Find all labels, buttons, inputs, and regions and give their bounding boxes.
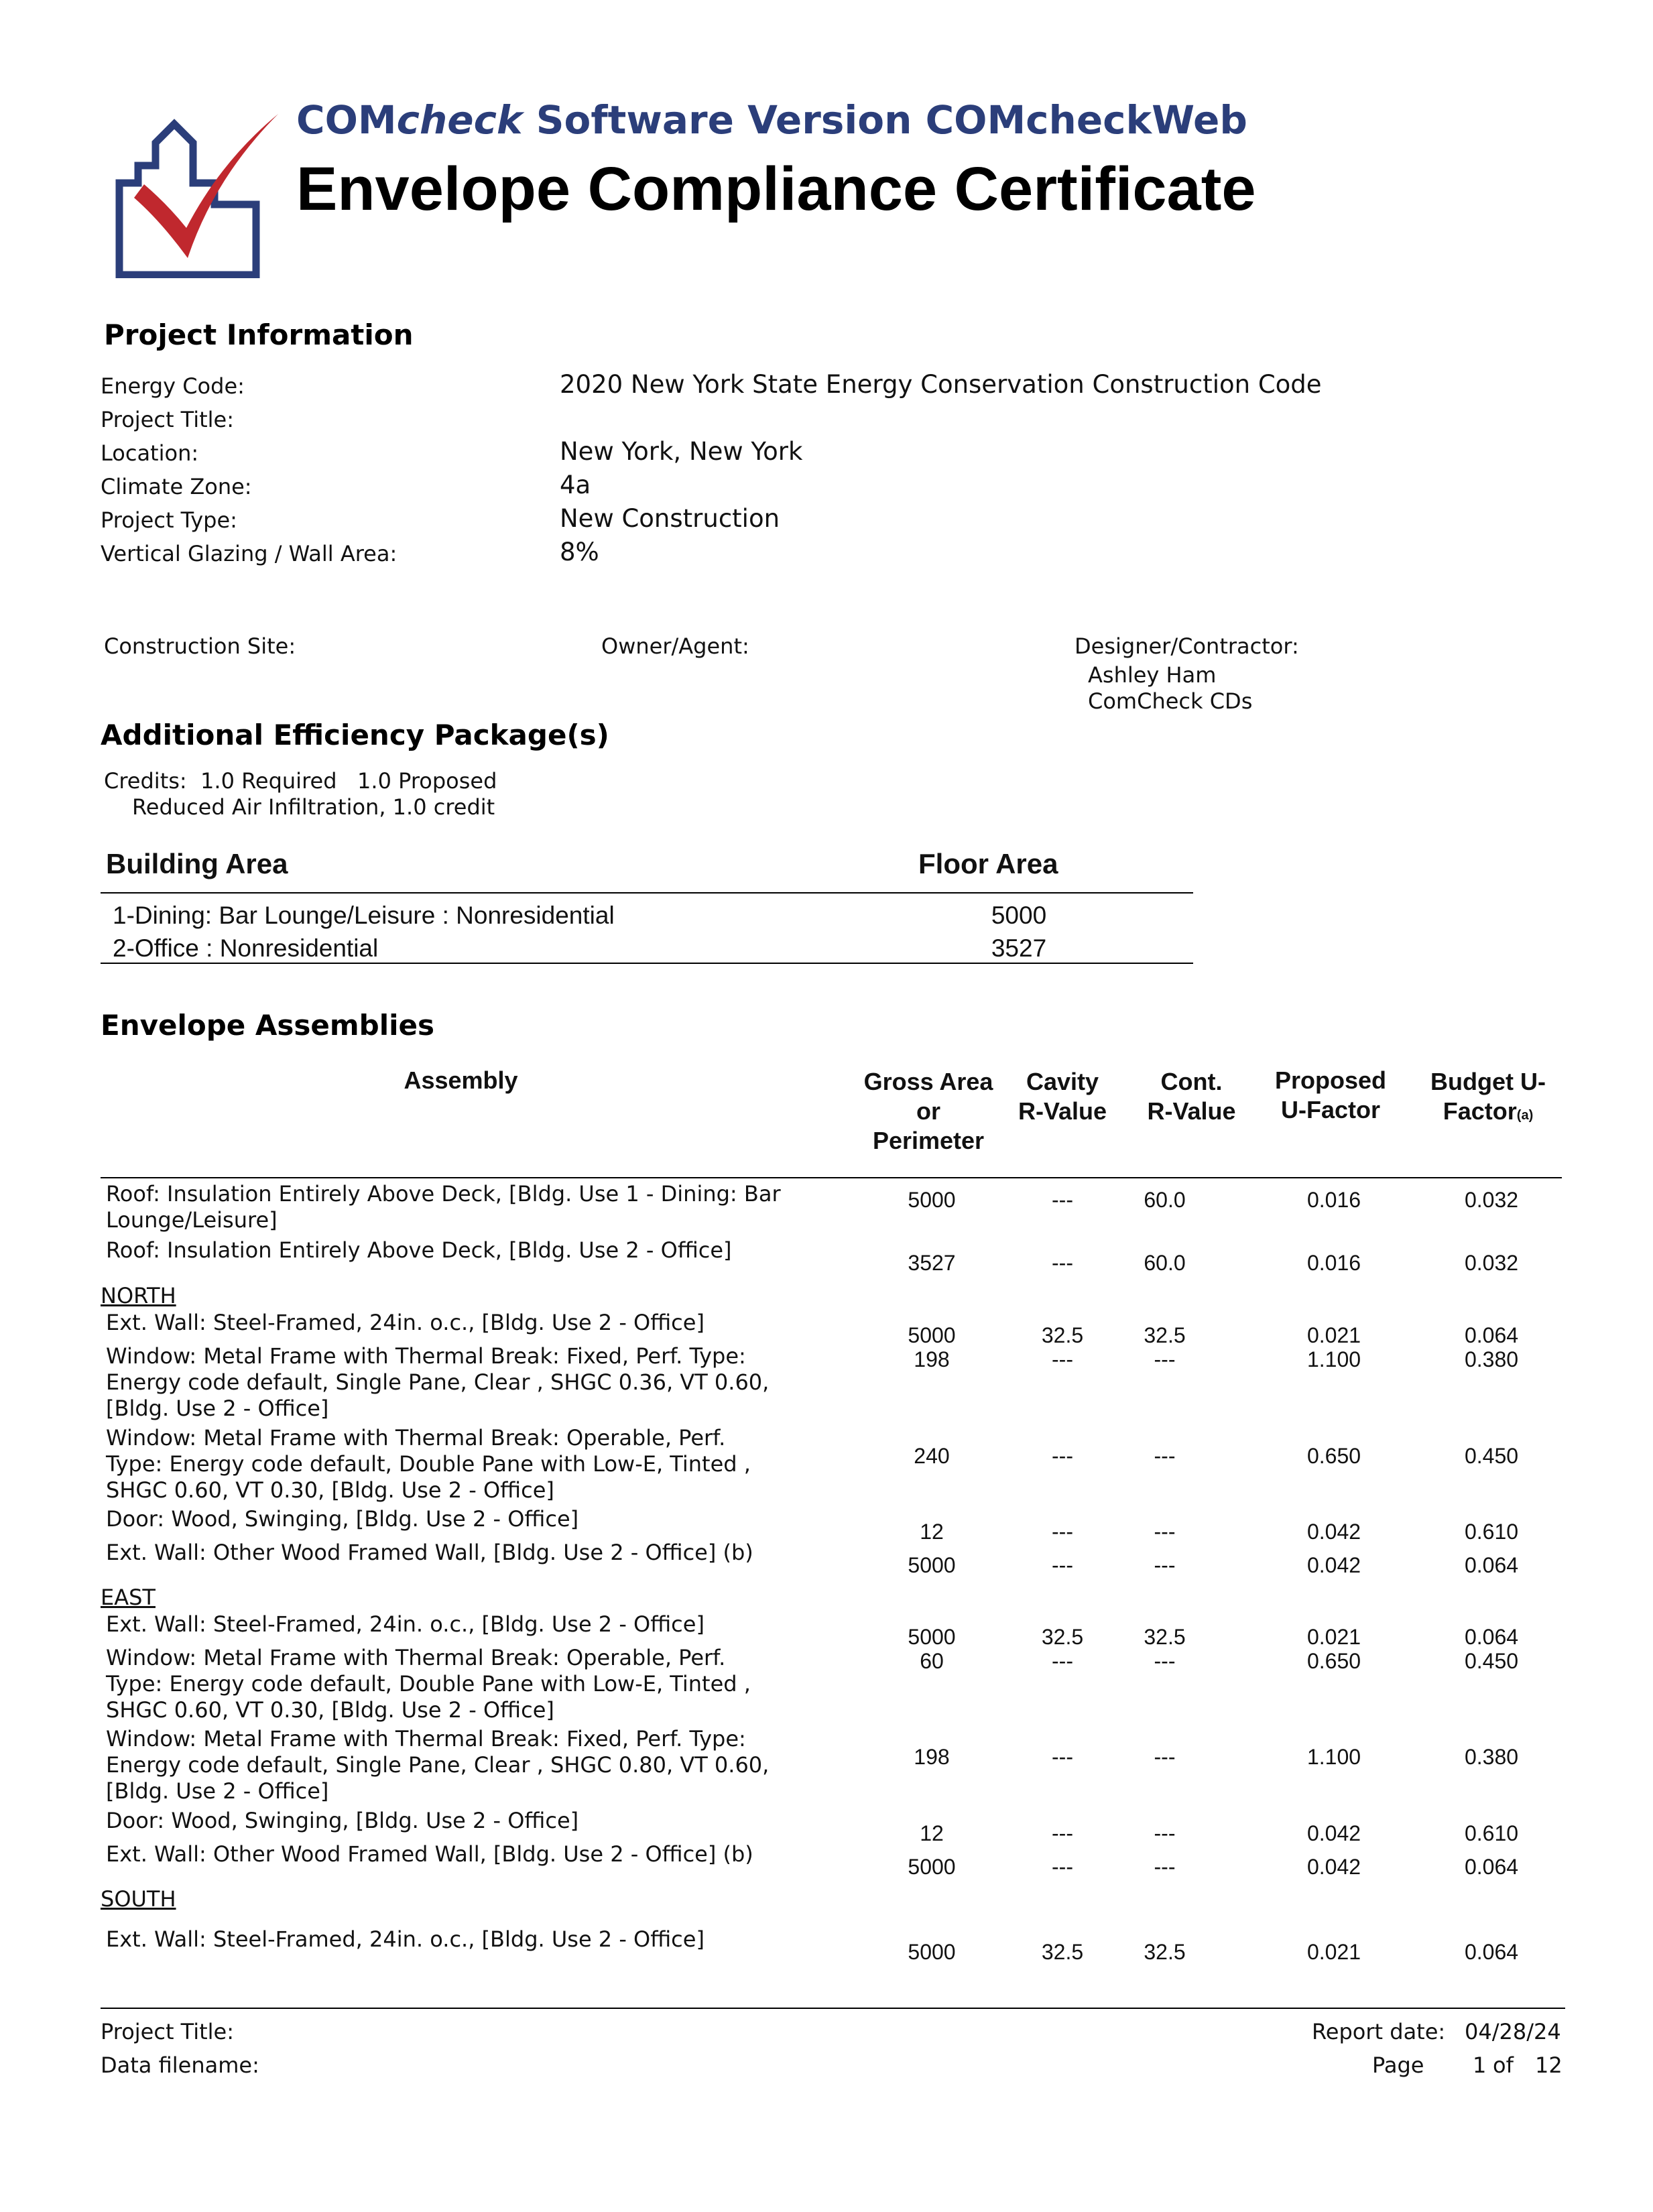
section-south: SOUTH — [101, 1886, 176, 1912]
assembly-proposed-value: 0.016 — [1306, 1251, 1361, 1275]
building-area-header: Building Area — [106, 848, 288, 879]
assembly-cont-value: --- — [1154, 1855, 1176, 1879]
col-gross-area: Gross Area or Perimeter — [863, 1068, 993, 1154]
envelope-assemblies-heading: Envelope Assemblies — [101, 1009, 434, 1042]
project-information-heading: Project Information — [104, 318, 414, 351]
assembly-gross-value: 198 — [914, 1347, 950, 1371]
assembly-gross-value: 5000 — [908, 1625, 956, 1649]
assembly-cavity-value: --- — [1052, 1444, 1073, 1468]
building-area-bottom-rule — [101, 963, 1193, 964]
assembly-budget-value: 0.064 — [1464, 1855, 1519, 1879]
location-label: Location: — [101, 440, 199, 466]
climate-zone-label: Climate Zone: — [101, 474, 252, 499]
efficiency-package: Reduced Air Infiltration, 1.0 credit — [132, 794, 495, 820]
project-title-label: Project Title: — [101, 407, 235, 432]
climate-zone-value: 4a — [560, 471, 591, 499]
col-cont-r: Cont. R-Value — [1147, 1068, 1236, 1125]
owner-agent-label: Owner/Agent: — [601, 633, 749, 659]
assembly-description: Roof: Insulation Entirely Above Deck, [Bldg. Use 1 - Dining: Bar — [106, 1181, 781, 1207]
construction-site-label: Construction Site: — [104, 633, 296, 659]
assembly-description: Window: Metal Frame with Thermal Break: Fixed, Perf. Type: — [106, 1343, 746, 1369]
assembly-cont-value: 32.5 — [1144, 1323, 1186, 1347]
assembly-description: Type: Energy code default, Double Pane with Low-E, Tinted , — [106, 1451, 751, 1477]
assembly-cavity-value: 32.5 — [1041, 1323, 1084, 1347]
envelope-header-rule — [101, 1177, 1562, 1178]
assembly-budget-value: 0.064 — [1464, 1323, 1519, 1347]
assembly-budget-value: 0.610 — [1464, 1821, 1519, 1845]
project-type-value: New Construction — [560, 504, 780, 533]
assembly-description: [Bldg. Use 2 - Office] — [106, 1396, 329, 1421]
assembly-cavity-value: --- — [1052, 1520, 1073, 1544]
assembly-cont-value: --- — [1154, 1649, 1176, 1673]
page-label: Page — [1372, 2052, 1424, 2078]
assembly-proposed-value: 0.021 — [1306, 1940, 1361, 1964]
assembly-cont-value: 60.0 — [1144, 1251, 1186, 1275]
assembly-cont-value: --- — [1154, 1444, 1176, 1468]
footer-rule — [101, 2008, 1565, 2009]
page-of: of — [1493, 2052, 1514, 2078]
project-type-label: Project Type: — [101, 507, 237, 533]
comcheck-logo — [114, 104, 288, 278]
assembly-description: Type: Energy code default, Double Pane with Low-E, Tinted , — [106, 1671, 751, 1697]
footer-data-filename-label: Data filename: — [101, 2052, 259, 2078]
assembly-gross-value: 5000 — [908, 1188, 956, 1212]
assembly-proposed-value: 0.650 — [1306, 1444, 1361, 1468]
assembly-description: Door: Wood, Swinging, [Bldg. Use 2 - Office] — [106, 1808, 579, 1833]
col-budget-u: Budget U- Factor(a) — [1430, 1068, 1546, 1125]
col-cavity-r: Cavity R-Value — [1018, 1068, 1107, 1125]
assembly-cavity-value: 32.5 — [1041, 1625, 1084, 1649]
designer-company: ComCheck CDs — [1088, 688, 1253, 714]
assembly-proposed-value: 1.100 — [1306, 1347, 1361, 1371]
assembly-description: [Bldg. Use 2 - Office] — [106, 1778, 329, 1804]
assembly-gross-value: 12 — [920, 1520, 944, 1544]
assembly-description: Ext. Wall: Other Wood Framed Wall, [Bldg. Use 2 - Office] (b) — [106, 1540, 753, 1565]
assembly-proposed-value: 0.016 — [1306, 1188, 1361, 1212]
building-area-row-1-name: 1-Dining: Bar Lounge/Leisure : Nonresidential — [113, 902, 615, 929]
col-assembly: Assembly — [404, 1066, 518, 1094]
assembly-cavity-value: --- — [1052, 1188, 1073, 1212]
assembly-budget-value: 0.450 — [1464, 1649, 1519, 1673]
energy-code-label: Energy Code: — [101, 373, 245, 399]
assembly-cavity-value: 32.5 — [1041, 1940, 1084, 1964]
assembly-gross-value: 5000 — [908, 1940, 956, 1964]
assembly-description: Ext. Wall: Steel-Framed, 24in. o.c., [Bldg. Use 2 - Office] — [106, 1926, 705, 1952]
assembly-cavity-value: --- — [1052, 1745, 1073, 1769]
assembly-description: Ext. Wall: Steel-Framed, 24in. o.c., [Bldg. Use 2 - Office] — [106, 1611, 705, 1637]
assembly-budget-value: 0.450 — [1464, 1444, 1519, 1468]
assembly-description: SHGC 0.60, VT 0.30, [Bldg. Use 2 - Office] — [106, 1477, 554, 1503]
assembly-proposed-value: 0.650 — [1306, 1649, 1361, 1673]
assembly-cont-value: --- — [1154, 1745, 1176, 1769]
col-proposed-u: Proposed U-Factor — [1274, 1066, 1387, 1123]
assembly-proposed-value: 0.042 — [1306, 1553, 1361, 1577]
assembly-cont-value: 60.0 — [1144, 1188, 1186, 1212]
page-title: Envelope Compliance Certificate — [296, 155, 1256, 223]
assembly-gross-value: 3527 — [908, 1251, 956, 1275]
assembly-budget-value: 0.064 — [1464, 1625, 1519, 1649]
assembly-description: Ext. Wall: Other Wood Framed Wall, [Bldg. Use 2 - Office] (b) — [106, 1841, 753, 1867]
assembly-gross-value: 5000 — [908, 1323, 956, 1347]
efficiency-credits: Credits: 1.0 Required 1.0 Proposed — [104, 768, 497, 794]
assembly-cont-value: --- — [1154, 1821, 1176, 1845]
assembly-cavity-value: --- — [1052, 1347, 1073, 1371]
assembly-cavity-value: --- — [1052, 1251, 1073, 1275]
assembly-description: Energy code default, Single Pane, Clear , SHGC 0.80, VT 0.60, — [106, 1752, 770, 1778]
footer-project-title-label: Project Title: — [101, 2019, 235, 2044]
assembly-description: Roof: Insulation Entirely Above Deck, [Bldg. Use 2 - Office] — [106, 1237, 732, 1263]
assembly-proposed-value: 0.021 — [1306, 1625, 1361, 1649]
assembly-gross-value: 240 — [914, 1444, 950, 1468]
building-area-row-2-name: 2-Office : Nonresidential — [113, 934, 379, 962]
energy-code-value: 2020 New York State Energy Conservation Construction Code — [560, 370, 1322, 399]
assembly-description: Lounge/Leisure] — [106, 1207, 278, 1233]
assembly-cont-value: 32.5 — [1144, 1940, 1186, 1964]
building-area-row-1-floor: 5000 — [991, 902, 1047, 929]
assembly-cavity-value: --- — [1052, 1855, 1073, 1879]
designer-contractor-label: Designer/Contractor: — [1075, 633, 1299, 659]
assembly-budget-value: 0.380 — [1464, 1347, 1519, 1371]
assembly-gross-value: 5000 — [908, 1855, 956, 1879]
section-north: NORTH — [101, 1283, 176, 1308]
assembly-budget-value: 0.064 — [1464, 1940, 1519, 1964]
assembly-budget-value: 0.032 — [1464, 1188, 1519, 1212]
report-date-value: 04/28/24 — [1465, 2019, 1561, 2044]
assembly-proposed-value: 0.042 — [1306, 1855, 1361, 1879]
assembly-cont-value: --- — [1154, 1553, 1176, 1577]
page-current: 1 — [1473, 2052, 1487, 2078]
assembly-cont-value: 32.5 — [1144, 1625, 1186, 1649]
designer-name: Ashley Ham — [1088, 662, 1217, 688]
location-value: New York, New York — [560, 437, 803, 466]
assembly-description: SHGC 0.60, VT 0.30, [Bldg. Use 2 - Office] — [106, 1697, 554, 1723]
glazing-ratio-value: 8% — [560, 538, 599, 566]
floor-area-header: Floor Area — [918, 848, 1058, 879]
assembly-cavity-value: --- — [1052, 1553, 1073, 1577]
assembly-budget-value: 0.032 — [1464, 1251, 1519, 1275]
software-version-heading: COMcheck Software Version COMcheckWeb — [296, 97, 1247, 143]
assembly-description: Ext. Wall: Steel-Framed, 24in. o.c., [Bldg. Use 2 - Office] — [106, 1310, 705, 1335]
report-date-label: Report date: — [1312, 2019, 1446, 2044]
assembly-cont-value: --- — [1154, 1520, 1176, 1544]
glazing-ratio-label: Vertical Glazing / Wall Area: — [101, 541, 397, 566]
assembly-description: Energy code default, Single Pane, Clear , SHGC 0.36, VT 0.60, — [106, 1369, 770, 1395]
assembly-gross-value: 5000 — [908, 1553, 956, 1577]
assembly-description: Door: Wood, Swinging, [Bldg. Use 2 - Office] — [106, 1506, 579, 1532]
assembly-proposed-value: 0.021 — [1306, 1323, 1361, 1347]
building-area-row-2-floor: 3527 — [991, 934, 1047, 962]
assembly-description: Window: Metal Frame with Thermal Break: Fixed, Perf. Type: — [106, 1726, 746, 1752]
assembly-proposed-value: 0.042 — [1306, 1520, 1361, 1544]
assembly-cavity-value: --- — [1052, 1821, 1073, 1845]
building-area-header-rule — [101, 892, 1193, 894]
assembly-description: Window: Metal Frame with Thermal Break: Operable, Perf. — [106, 1645, 726, 1670]
section-east: EAST — [101, 1585, 156, 1610]
assembly-budget-value: 0.380 — [1464, 1745, 1519, 1769]
efficiency-heading: Additional Efficiency Package(s) — [101, 719, 609, 751]
assembly-proposed-value: 0.042 — [1306, 1821, 1361, 1845]
assembly-gross-value: 198 — [914, 1745, 950, 1769]
assembly-budget-value: 0.064 — [1464, 1553, 1519, 1577]
assembly-gross-value: 60 — [920, 1649, 944, 1673]
assembly-cont-value: --- — [1154, 1347, 1176, 1371]
assembly-description: Window: Metal Frame with Thermal Break: Operable, Perf. — [106, 1425, 726, 1451]
page-total: 12 — [1535, 2052, 1563, 2078]
assembly-cavity-value: --- — [1052, 1649, 1073, 1673]
assembly-proposed-value: 1.100 — [1306, 1745, 1361, 1769]
assembly-gross-value: 12 — [920, 1821, 944, 1845]
assembly-budget-value: 0.610 — [1464, 1520, 1519, 1544]
